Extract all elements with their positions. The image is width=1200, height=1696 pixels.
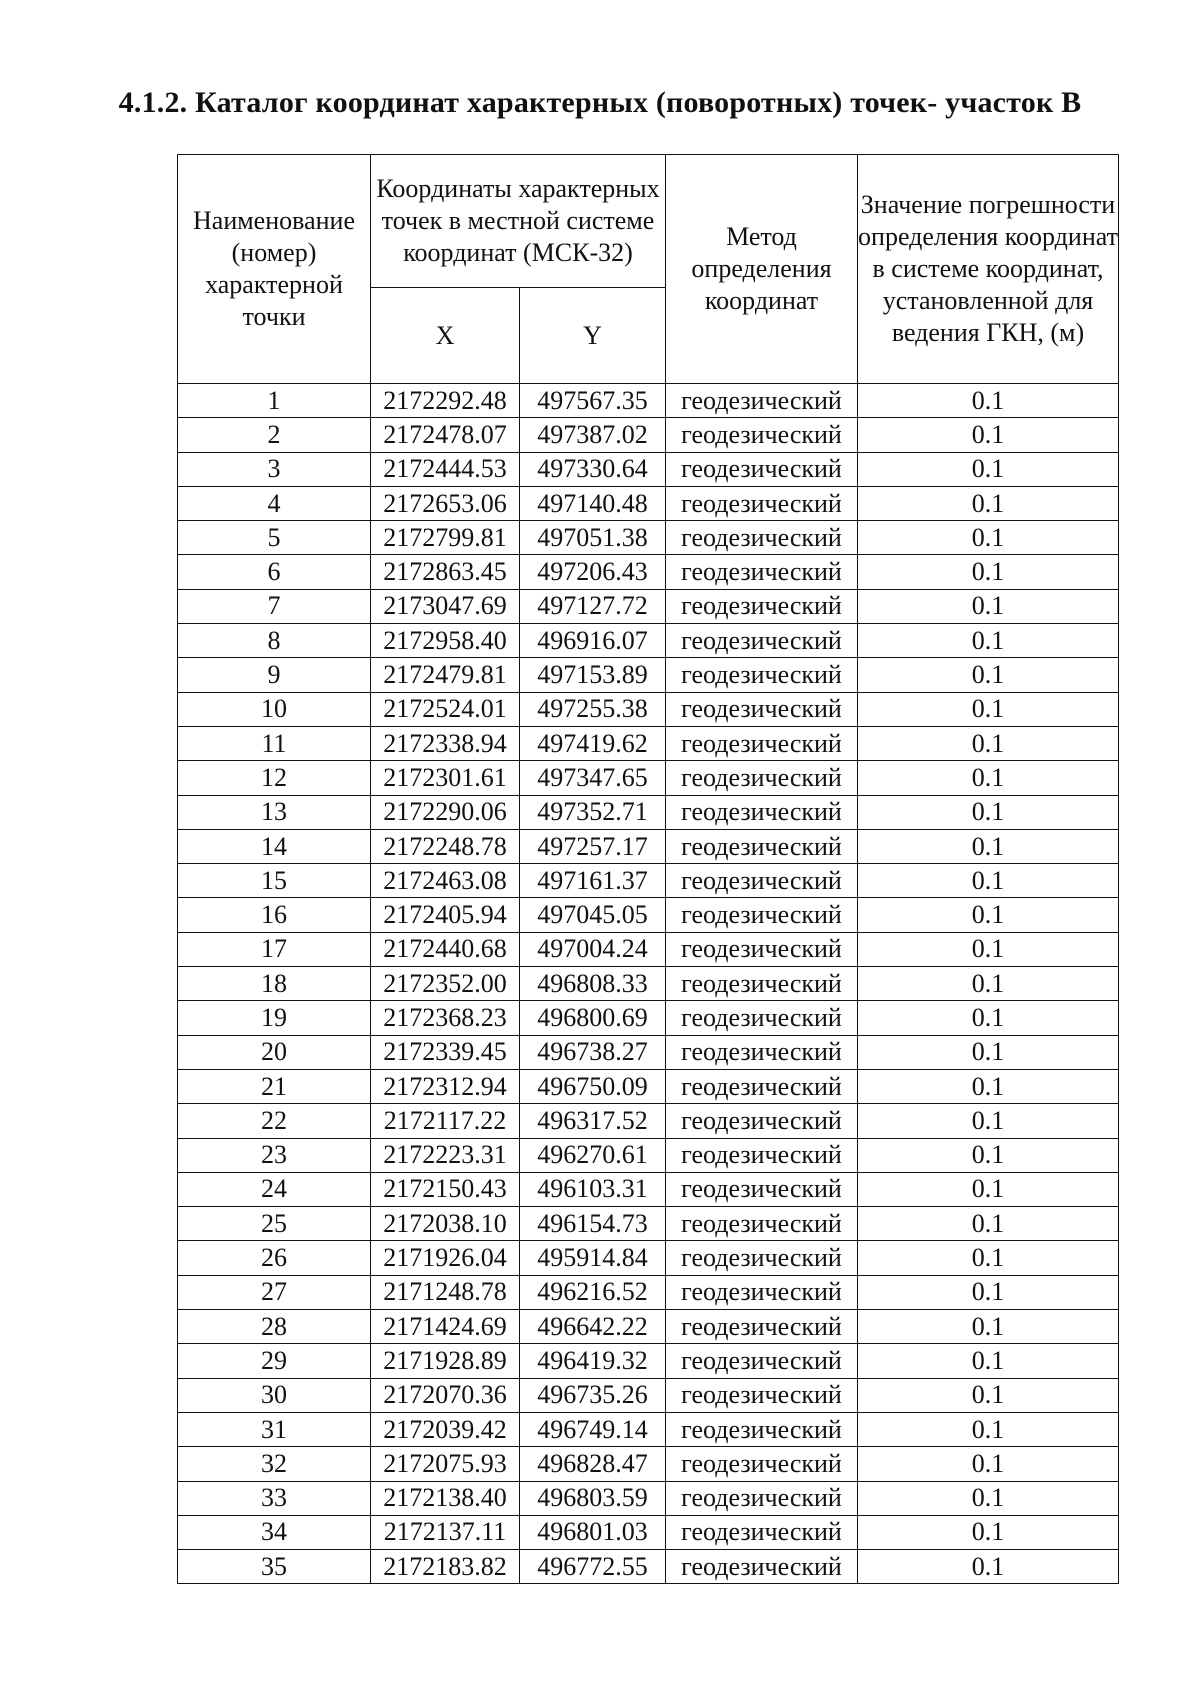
point-number-cell: 28	[178, 1310, 371, 1344]
point-number-cell: 5	[178, 521, 371, 555]
error-value-cell: 0.1	[858, 555, 1119, 589]
table-row	[178, 898, 1119, 932]
method-cell: геодезический	[666, 967, 858, 1001]
error-value-cell: 0.1	[858, 1172, 1119, 1206]
header-method: Метод определения координат	[666, 155, 858, 384]
y-coordinate-cell: 496808.33	[520, 967, 666, 1001]
x-coordinate-cell: 2172799.81	[371, 521, 520, 555]
table-row	[178, 1275, 1119, 1309]
table-row	[178, 1207, 1119, 1241]
error-value-cell: 0.1	[858, 658, 1119, 692]
x-coordinate-cell: 2172339.45	[371, 1035, 520, 1069]
point-number-cell: 6	[178, 555, 371, 589]
error-value-cell: 0.1	[858, 898, 1119, 932]
error-value-cell: 0.1	[858, 829, 1119, 863]
table-row	[178, 1001, 1119, 1035]
x-coordinate-cell: 2172117.22	[371, 1104, 520, 1138]
x-coordinate-cell: 2172479.81	[371, 658, 520, 692]
point-number-cell: 19	[178, 1001, 371, 1035]
method-cell: геодезический	[666, 658, 858, 692]
method-cell: геодезический	[666, 829, 858, 863]
error-value-cell: 0.1	[858, 967, 1119, 1001]
error-value-cell: 0.1	[858, 1138, 1119, 1172]
x-coordinate-cell: 2172653.06	[371, 486, 520, 520]
x-coordinate-cell: 2172405.94	[371, 898, 520, 932]
table-row	[178, 521, 1119, 555]
y-coordinate-cell: 496803.59	[520, 1481, 666, 1515]
x-coordinate-cell: 2172524.01	[371, 692, 520, 726]
table-row	[178, 1515, 1119, 1549]
y-coordinate-cell: 497347.65	[520, 761, 666, 795]
method-cell: геодезический	[666, 1001, 858, 1035]
table-row	[178, 555, 1119, 589]
y-coordinate-cell: 496317.52	[520, 1104, 666, 1138]
method-cell: геодезический	[666, 932, 858, 966]
x-coordinate-cell: 2172440.68	[371, 932, 520, 966]
y-coordinate-cell: 497004.24	[520, 932, 666, 966]
method-cell: геодезический	[666, 1515, 858, 1549]
header-x: X	[371, 288, 520, 384]
x-coordinate-cell: 2172444.53	[371, 452, 520, 486]
y-coordinate-cell: 497419.62	[520, 726, 666, 760]
point-number-cell: 25	[178, 1207, 371, 1241]
y-coordinate-cell: 496103.31	[520, 1172, 666, 1206]
error-value-cell: 0.1	[858, 761, 1119, 795]
x-coordinate-cell: 2172183.82	[371, 1550, 520, 1584]
method-cell: геодезический	[666, 1104, 858, 1138]
x-coordinate-cell: 2171928.89	[371, 1344, 520, 1378]
y-coordinate-cell: 496828.47	[520, 1447, 666, 1481]
y-coordinate-cell: 497387.02	[520, 418, 666, 452]
table-row	[178, 418, 1119, 452]
y-coordinate-cell: 497206.43	[520, 555, 666, 589]
error-value-cell: 0.1	[858, 932, 1119, 966]
y-coordinate-cell: 496749.14	[520, 1412, 666, 1446]
point-number-cell: 13	[178, 795, 371, 829]
point-number-cell: 23	[178, 1138, 371, 1172]
point-number-cell: 33	[178, 1481, 371, 1515]
table-row	[178, 692, 1119, 726]
point-number-cell: 18	[178, 967, 371, 1001]
x-coordinate-cell: 2172290.06	[371, 795, 520, 829]
point-number-cell: 29	[178, 1344, 371, 1378]
error-value-cell: 0.1	[858, 384, 1119, 418]
method-cell: геодезический	[666, 1069, 858, 1103]
y-coordinate-cell: 497257.17	[520, 829, 666, 863]
point-number-cell: 30	[178, 1378, 371, 1412]
method-cell: геодезический	[666, 555, 858, 589]
point-number-cell: 7	[178, 589, 371, 623]
table-row	[178, 1104, 1119, 1138]
x-coordinate-cell: 2172150.43	[371, 1172, 520, 1206]
table-row	[178, 967, 1119, 1001]
point-number-cell: 4	[178, 486, 371, 520]
x-coordinate-cell: 2171424.69	[371, 1310, 520, 1344]
x-coordinate-cell: 2172138.40	[371, 1481, 520, 1515]
header-y: Y	[520, 288, 666, 384]
table-header	[178, 155, 1119, 384]
y-coordinate-cell: 497045.05	[520, 898, 666, 932]
point-number-cell: 22	[178, 1104, 371, 1138]
y-coordinate-cell: 497352.71	[520, 795, 666, 829]
error-value-cell: 0.1	[858, 1481, 1119, 1515]
error-value-cell: 0.1	[858, 521, 1119, 555]
method-cell: геодезический	[666, 898, 858, 932]
point-number-cell: 15	[178, 864, 371, 898]
y-coordinate-cell: 496735.26	[520, 1378, 666, 1412]
y-coordinate-cell: 496772.55	[520, 1550, 666, 1584]
table-row	[178, 761, 1119, 795]
x-coordinate-cell: 2172478.07	[371, 418, 520, 452]
table-row	[178, 1412, 1119, 1446]
y-coordinate-cell: 496642.22	[520, 1310, 666, 1344]
y-coordinate-cell: 497127.72	[520, 589, 666, 623]
method-cell: геодезический	[666, 1207, 858, 1241]
point-number-cell: 17	[178, 932, 371, 966]
y-coordinate-cell: 496750.09	[520, 1069, 666, 1103]
y-coordinate-cell: 497330.64	[520, 452, 666, 486]
header-error-value: Значение погрешности определения координат в системе координат, установленной для ведения ГКН, (м)	[858, 155, 1119, 384]
table-row	[178, 624, 1119, 658]
method-cell: геодезический	[666, 1035, 858, 1069]
error-value-cell: 0.1	[858, 1412, 1119, 1446]
method-cell: геодезический	[666, 1138, 858, 1172]
method-cell: геодезический	[666, 384, 858, 418]
method-cell: геодезический	[666, 521, 858, 555]
table-body	[178, 384, 1119, 1584]
method-cell: геодезический	[666, 761, 858, 795]
x-coordinate-cell: 2172038.10	[371, 1207, 520, 1241]
point-number-cell: 8	[178, 624, 371, 658]
point-number-cell: 9	[178, 658, 371, 692]
table-row	[178, 589, 1119, 623]
table-row	[178, 795, 1119, 829]
error-value-cell: 0.1	[858, 1035, 1119, 1069]
error-value-cell: 0.1	[858, 486, 1119, 520]
table-row	[178, 1550, 1119, 1584]
method-cell: геодезический	[666, 624, 858, 658]
table-row	[178, 384, 1119, 418]
point-number-cell: 27	[178, 1275, 371, 1309]
x-coordinate-cell: 2172301.61	[371, 761, 520, 795]
error-value-cell: 0.1	[858, 589, 1119, 623]
method-cell: геодезический	[666, 418, 858, 452]
table-row	[178, 1138, 1119, 1172]
method-cell: геодезический	[666, 1241, 858, 1275]
x-coordinate-cell: 2172352.00	[371, 967, 520, 1001]
table-row	[178, 932, 1119, 966]
x-coordinate-cell: 2172137.11	[371, 1515, 520, 1549]
method-cell: геодезический	[666, 795, 858, 829]
y-coordinate-cell: 496800.69	[520, 1001, 666, 1035]
y-coordinate-cell: 497161.37	[520, 864, 666, 898]
x-coordinate-cell: 2172223.31	[371, 1138, 520, 1172]
error-value-cell: 0.1	[858, 418, 1119, 452]
point-number-cell: 14	[178, 829, 371, 863]
x-coordinate-cell: 2172463.08	[371, 864, 520, 898]
table-row	[178, 1172, 1119, 1206]
y-coordinate-cell: 496154.73	[520, 1207, 666, 1241]
method-cell: геодезический	[666, 1481, 858, 1515]
y-coordinate-cell: 496216.52	[520, 1275, 666, 1309]
method-cell: геодезический	[666, 864, 858, 898]
point-number-cell: 1	[178, 384, 371, 418]
x-coordinate-cell: 2172292.48	[371, 384, 520, 418]
x-coordinate-cell: 2172958.40	[371, 624, 520, 658]
method-cell: геодезический	[666, 692, 858, 726]
y-coordinate-cell: 496419.32	[520, 1344, 666, 1378]
error-value-cell: 0.1	[858, 1207, 1119, 1241]
method-cell: геодезический	[666, 726, 858, 760]
method-cell: геодезический	[666, 1447, 858, 1481]
method-cell: геодезический	[666, 486, 858, 520]
y-coordinate-cell: 496270.61	[520, 1138, 666, 1172]
error-value-cell: 0.1	[858, 624, 1119, 658]
point-number-cell: 2	[178, 418, 371, 452]
point-number-cell: 35	[178, 1550, 371, 1584]
error-value-cell: 0.1	[858, 1069, 1119, 1103]
x-coordinate-cell: 2172368.23	[371, 1001, 520, 1035]
x-coordinate-cell: 2172312.94	[371, 1069, 520, 1103]
method-cell: геодезический	[666, 1550, 858, 1584]
point-number-cell: 21	[178, 1069, 371, 1103]
table-row	[178, 1344, 1119, 1378]
method-cell: геодезический	[666, 589, 858, 623]
point-number-cell: 26	[178, 1241, 371, 1275]
coordinates-table	[177, 154, 1119, 1584]
x-coordinate-cell: 2172070.36	[371, 1378, 520, 1412]
point-number-cell: 12	[178, 761, 371, 795]
error-value-cell: 0.1	[858, 1515, 1119, 1549]
error-value-cell: 0.1	[858, 1310, 1119, 1344]
page-title: 4.1.2. Каталог координат характерных (поворотных) точек- участок В	[118, 86, 1082, 119]
error-value-cell: 0.1	[858, 692, 1119, 726]
table-row	[178, 1378, 1119, 1412]
table-row	[178, 864, 1119, 898]
table-row	[178, 486, 1119, 520]
method-cell: геодезический	[666, 452, 858, 486]
method-cell: геодезический	[666, 1412, 858, 1446]
error-value-cell: 0.1	[858, 726, 1119, 760]
y-coordinate-cell: 496916.07	[520, 624, 666, 658]
x-coordinate-cell: 2172075.93	[371, 1447, 520, 1481]
method-cell: геодезический	[666, 1275, 858, 1309]
point-number-cell: 24	[178, 1172, 371, 1206]
error-value-cell: 0.1	[858, 864, 1119, 898]
method-cell: геодезический	[666, 1378, 858, 1412]
table-row	[178, 452, 1119, 486]
y-coordinate-cell: 497255.38	[520, 692, 666, 726]
x-coordinate-cell: 2172863.45	[371, 555, 520, 589]
x-coordinate-cell: 2172039.42	[371, 1412, 520, 1446]
error-value-cell: 0.1	[858, 1001, 1119, 1035]
x-coordinate-cell: 2171926.04	[371, 1241, 520, 1275]
y-coordinate-cell: 497051.38	[520, 521, 666, 555]
y-coordinate-cell: 497153.89	[520, 658, 666, 692]
point-number-cell: 20	[178, 1035, 371, 1069]
table-row	[178, 1310, 1119, 1344]
method-cell: геодезический	[666, 1172, 858, 1206]
header-point-name: Наименование (номер) характерной точки	[178, 155, 371, 384]
table-row	[178, 726, 1119, 760]
method-cell: геодезический	[666, 1344, 858, 1378]
y-coordinate-cell: 496801.03	[520, 1515, 666, 1549]
x-coordinate-cell: 2173047.69	[371, 589, 520, 623]
error-value-cell: 0.1	[858, 1378, 1119, 1412]
point-number-cell: 10	[178, 692, 371, 726]
point-number-cell: 3	[178, 452, 371, 486]
header-coordinates: Координаты характерных точек в местной системе координат (МСК-32)	[371, 155, 666, 288]
point-number-cell: 11	[178, 726, 371, 760]
error-value-cell: 0.1	[858, 1104, 1119, 1138]
table-row	[178, 1241, 1119, 1275]
error-value-cell: 0.1	[858, 795, 1119, 829]
method-cell: геодезический	[666, 1310, 858, 1344]
error-value-cell: 0.1	[858, 452, 1119, 486]
table-row	[178, 1447, 1119, 1481]
point-number-cell: 31	[178, 1412, 371, 1446]
table-row	[178, 1035, 1119, 1069]
y-coordinate-cell: 495914.84	[520, 1241, 666, 1275]
point-number-cell: 32	[178, 1447, 371, 1481]
table-row	[178, 829, 1119, 863]
x-coordinate-cell: 2171248.78	[371, 1275, 520, 1309]
y-coordinate-cell: 497140.48	[520, 486, 666, 520]
point-number-cell: 16	[178, 898, 371, 932]
table-row	[178, 1069, 1119, 1103]
x-coordinate-cell: 2172338.94	[371, 726, 520, 760]
y-coordinate-cell: 497567.35	[520, 384, 666, 418]
error-value-cell: 0.1	[858, 1275, 1119, 1309]
table-row	[178, 1481, 1119, 1515]
error-value-cell: 0.1	[858, 1447, 1119, 1481]
error-value-cell: 0.1	[858, 1550, 1119, 1584]
error-value-cell: 0.1	[858, 1241, 1119, 1275]
table-row	[178, 658, 1119, 692]
x-coordinate-cell: 2172248.78	[371, 829, 520, 863]
y-coordinate-cell: 496738.27	[520, 1035, 666, 1069]
error-value-cell: 0.1	[858, 1344, 1119, 1378]
point-number-cell: 34	[178, 1515, 371, 1549]
